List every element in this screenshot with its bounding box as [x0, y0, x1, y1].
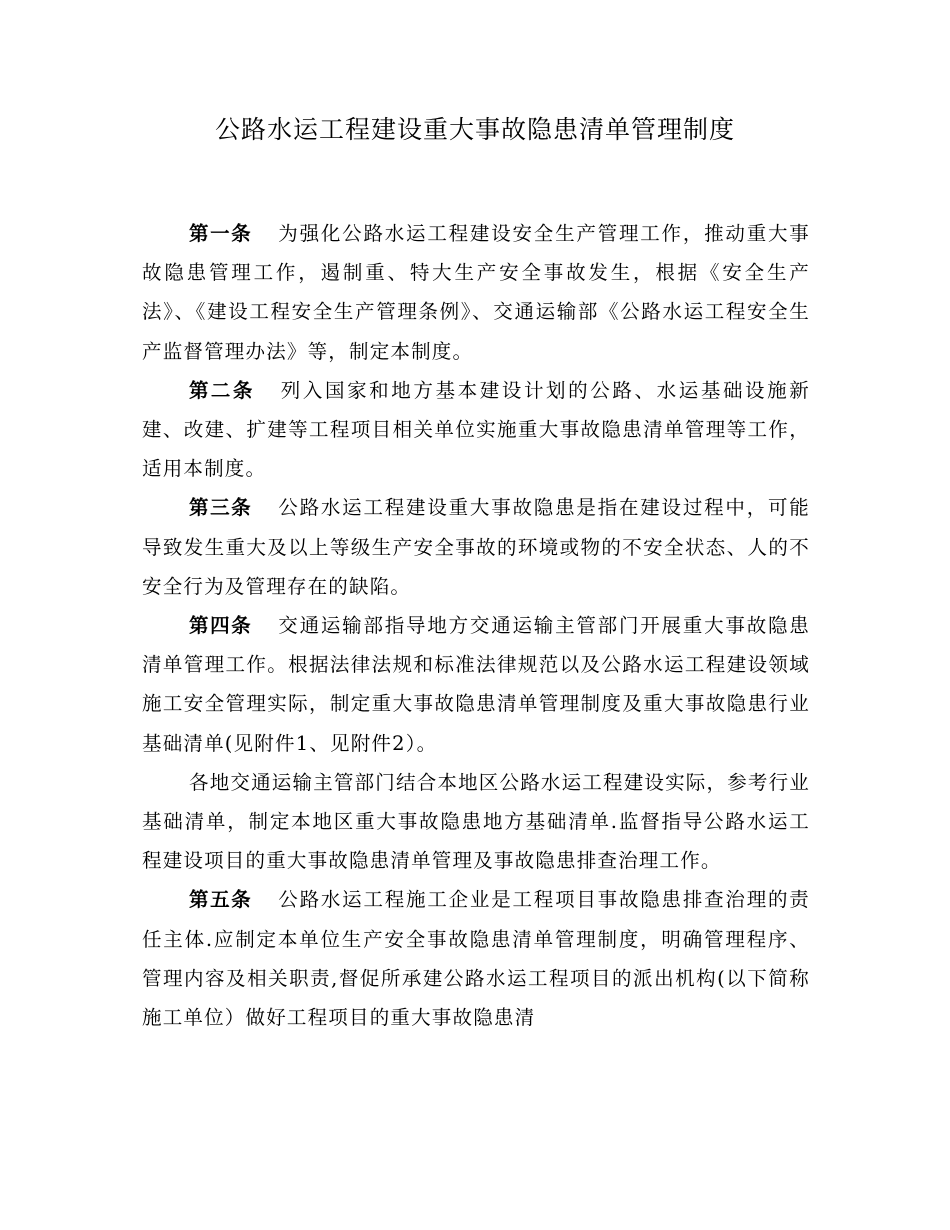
article-label: 第五条: [189, 888, 253, 912]
article-label: 第一条: [189, 222, 253, 245]
document-title: 公路水运工程建设重大事故隐患清单管理制度: [214, 115, 735, 144]
article-text: 列入国家和地方基本建设计划的公路、水运基础设施新建、改建、扩建等工程项目相关单位实施重大事故隐患清单管理等工作，适用本制度。: [142, 378, 810, 481]
article-label: 第四条: [189, 614, 253, 638]
article-label: 第三条: [189, 496, 253, 520]
article-text: 公路水运工程建设重大事故隐患是指在建设过程中，可能导致发生重大及以上等级生产安全事故的环境或物的不安全状态、人的不安全行为及管理存在的缺陷。: [142, 496, 810, 598]
article-text: 交通运输部指导地方交通运输主管部门开展重大事故隐患清单管理工作。根据法律法规和标准法律规范以及公路水运工程建设领域施工安全管理实际，制定重大事故隐患清单管理制度及重大事故隐患行业基础清单(见附件1、见附件2）。: [142, 614, 810, 755]
paragraph-text: 各地交通运输主管部门结合本地区公路水运工程建设实际，参考行业基础清单，制定本地区重大事故隐患地方基础清单.监督指导公路水运工程建设项目的重大事故隐患清单管理及事故隐患排查治理工作。: [142, 770, 811, 873]
article-3-paragraph: [142, 488, 810, 606]
article-4-paragraph: [142, 606, 810, 763]
article-1-paragraph: [142, 214, 810, 371]
article-text: 为强化公路水运工程建设安全生产管理工作，推动重大事故隐患管理工作，遏制重、特大生产安全事故发生，根据《安全生产法》、《建设工程安全生产管理条例》、交通运输部《公路水运工程安全生产监督管理办法》等，制定本制度。: [142, 222, 810, 363]
article-4-continuation-paragraph: [142, 763, 810, 881]
article-2-paragraph: [142, 371, 810, 489]
article-label: 第二条: [189, 378, 255, 402]
article-5-paragraph: [142, 880, 810, 1037]
document-body: [142, 214, 810, 1037]
article-text: 公路水运工程施工企业是工程项目事故隐患排查治理的责任主体.应制定本单位生产安全事故隐患清单管理制度，明确管理程序、管理内容及相关职责,督促所承建公路水运工程项目的派出机构(以下简称施工单位）做好工程项目的重大事故隐患清: [142, 888, 810, 1030]
